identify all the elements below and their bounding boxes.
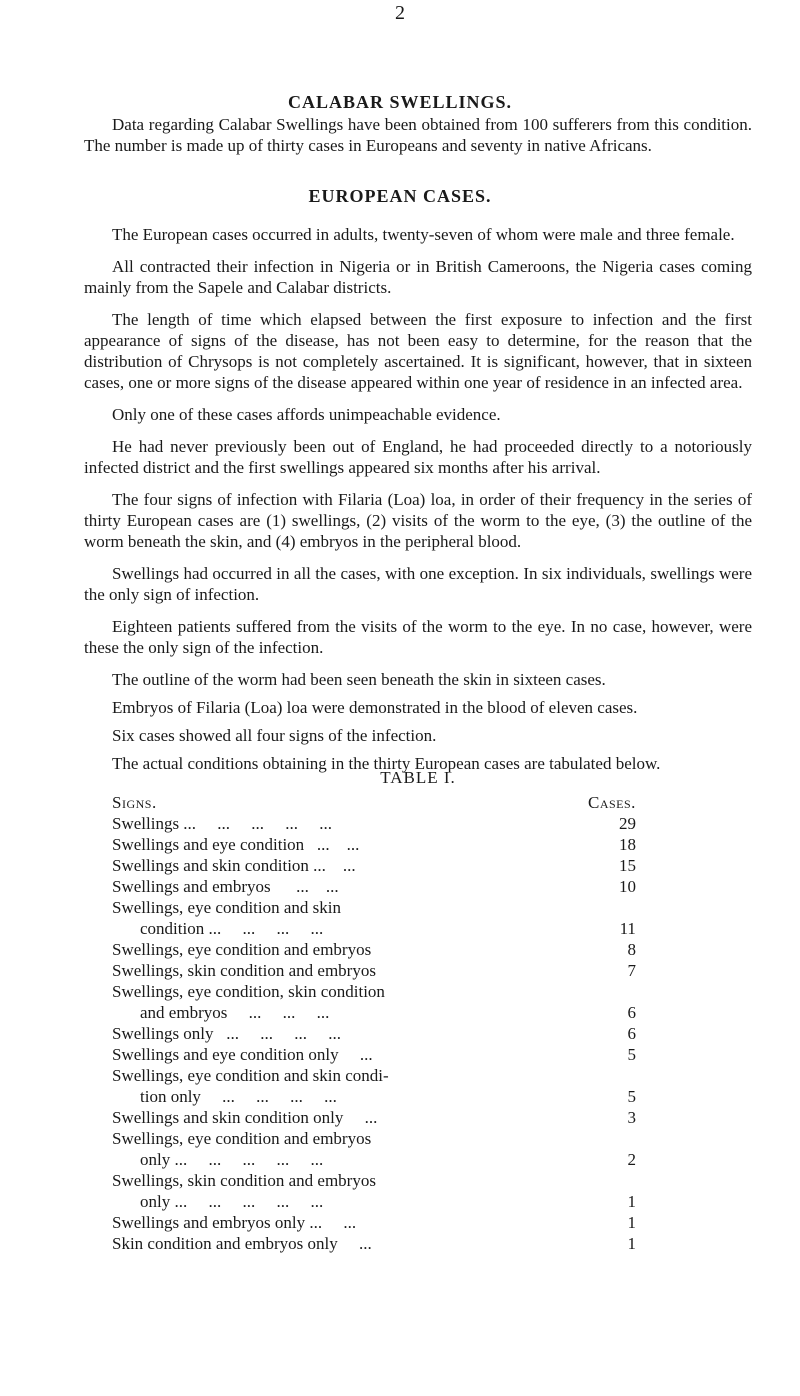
- cases-count: 1: [627, 1234, 636, 1253]
- sign-cell: [112, 834, 588, 855]
- table-row: [112, 876, 636, 897]
- sign-text: Swellings, eye condition and embryos: [112, 1129, 372, 1148]
- sign-text: Swellings only ... ... ... ...: [112, 1024, 342, 1043]
- body-text: [84, 224, 752, 774]
- table-row: [112, 1128, 636, 1170]
- table-row: [112, 1212, 636, 1233]
- sign-text: Skin condition and embryos only ...: [112, 1234, 372, 1253]
- cases-count: 5: [627, 1045, 636, 1064]
- cases-count: 1: [627, 1192, 636, 1211]
- table-title: TABLE I.: [380, 768, 456, 787]
- paragraph: Embryos of Filaria (Loa) loa were demonstrated in the blood of eleven cases.: [112, 698, 638, 717]
- cases-count: 3: [627, 1108, 636, 1127]
- cases-count: 5: [627, 1087, 636, 1106]
- table-row: [112, 1023, 636, 1044]
- sign-text: Swellings and skin condition only ...: [112, 1108, 378, 1127]
- paragraph: He had never previously been out of England, he had proceeded directly to a notoriously infected district and the first swellings appeared six months after his arrival.: [84, 437, 752, 477]
- sign-text-continued: only ... ... ... ... ...: [140, 1192, 324, 1211]
- sign-cell: [112, 1170, 588, 1212]
- sign-cell: [112, 897, 588, 939]
- page-number: 2: [395, 2, 405, 24]
- table-row: [112, 834, 636, 855]
- page-title: CALABAR SWELLINGS.: [287, 92, 513, 112]
- cases-count: 11: [619, 919, 636, 938]
- cases-count: 6: [627, 1024, 636, 1043]
- paragraph: The length of time which elapsed between the first exposure to infection and the first appearance of signs of the disease, has not been easy to determine, for the reason that the distribution of Chrysops is not completely ascertained. It is significant, however, that in sixteen cases, one or more signs of the disease appeared within one year of residence in an infected area.: [84, 310, 752, 392]
- sign-text: Swellings, eye condition, skin condition: [112, 982, 385, 1001]
- sign-text: Swellings, eye condition and skin condi-: [112, 1066, 389, 1085]
- sign-cell: [112, 1023, 588, 1044]
- sign-text: Swellings and eye condition only ...: [112, 1045, 373, 1064]
- table-row: [112, 1107, 636, 1128]
- cases-count: 10: [618, 877, 636, 896]
- paragraph: The four signs of infection with Filaria (Loa) loa, in order of their frequency in the series of thirty European cases are (1) swellings, (2) visits of the worm to the eye, (3) the outline of the worm beneath the skin, and (4) embryos in the peripheral blood.: [84, 490, 752, 551]
- cases-count: 1: [627, 1213, 636, 1232]
- cases-count: 6: [627, 1003, 636, 1022]
- sign-text: Swellings and eye condition ... ...: [112, 835, 360, 854]
- table-row: [112, 1044, 636, 1065]
- sign-cell: [112, 1233, 588, 1254]
- paragraph: The outline of the worm had been seen beneath the skin in sixteen cases.: [112, 670, 606, 689]
- cases-table: [112, 792, 636, 1254]
- sign-cell: [112, 960, 588, 981]
- sign-text-continued: only ... ... ... ... ...: [140, 1150, 324, 1169]
- sign-text: Swellings and embryos ... ...: [112, 877, 339, 896]
- sign-text: Swellings, eye condition and embryos: [112, 940, 372, 959]
- sign-cell: [112, 1128, 588, 1170]
- sign-cell: [112, 876, 588, 897]
- sign-text: Swellings, skin condition and embryos: [112, 961, 376, 980]
- paragraph: All contracted their infection in Nigeria or in British Cameroons, the Nigeria cases coming mainly from the Sapele and Calabar districts.: [84, 257, 752, 297]
- sign-cell: [112, 813, 588, 834]
- table-body: [112, 813, 636, 1254]
- table-row: [112, 960, 636, 981]
- section-heading: EUROPEAN CASES.: [308, 186, 492, 206]
- intro-paragraph: Data regarding Calabar Swellings have been obtained from 100 sufferers from this condition. The number is made up of thirty cases in Europeans and seventy in native Africans.: [84, 115, 752, 155]
- paragraph: The European cases occurred in adults, twenty-seven of whom were male and three female.: [112, 225, 735, 244]
- sign-text-continued: and embryos ... ... ...: [140, 1003, 330, 1022]
- table-row: [112, 981, 636, 1023]
- sign-text: Swellings and embryos only ... ...: [112, 1213, 357, 1232]
- sign-cell: [112, 1107, 588, 1128]
- sign-text: Swellings ... ... ... ... ...: [112, 814, 333, 833]
- sign-text-continued: condition ... ... ... ...: [140, 919, 324, 938]
- sign-cell: [112, 981, 588, 1023]
- column-header-signs: Signs.: [112, 793, 157, 812]
- intro-block: [84, 114, 752, 156]
- cases-count: 29: [618, 814, 636, 833]
- table-row: [112, 939, 636, 960]
- table-row: [112, 1170, 636, 1212]
- table-1: [84, 768, 752, 1254]
- sign-text-continued: tion only ... ... ... ...: [140, 1087, 337, 1106]
- paragraph: Eighteen patients suffered from the visits of the worm to the eye. In no case, however, were these the only sign of the infection.: [84, 617, 752, 657]
- paragraph: Only one of these cases affords unimpeachable evidence.: [112, 405, 501, 424]
- cases-count: 8: [627, 940, 636, 959]
- table-row: [112, 1233, 636, 1254]
- sign-cell: [112, 855, 588, 876]
- table-header-row: [112, 792, 636, 813]
- table-row: [112, 1065, 636, 1107]
- table-row: [112, 813, 636, 834]
- column-header-cases: Cases.: [588, 793, 636, 812]
- paragraph: The actual conditions obtaining in the thirty European cases are tabulated below.: [112, 754, 661, 773]
- sign-text: Swellings, eye condition and skin: [112, 898, 342, 917]
- cases-count: 18: [618, 835, 636, 854]
- sign-text: Swellings and skin condition ... ...: [112, 856, 356, 875]
- cases-count: 7: [627, 961, 636, 980]
- cases-count: 15: [618, 856, 636, 875]
- table-row: [112, 855, 636, 876]
- table-row: [112, 897, 636, 939]
- sign-cell: [112, 1212, 588, 1233]
- paragraph: Six cases showed all four signs of the infection.: [112, 726, 437, 745]
- sign-cell: [112, 939, 588, 960]
- sign-cell: [112, 1044, 588, 1065]
- cases-count: 2: [627, 1150, 636, 1169]
- sign-text: Swellings, skin condition and embryos: [112, 1171, 376, 1190]
- sign-cell: [112, 1065, 588, 1107]
- paragraph: Swellings had occurred in all the cases, with one exception. In six individuals, swellings were the only sign of infection.: [84, 564, 752, 604]
